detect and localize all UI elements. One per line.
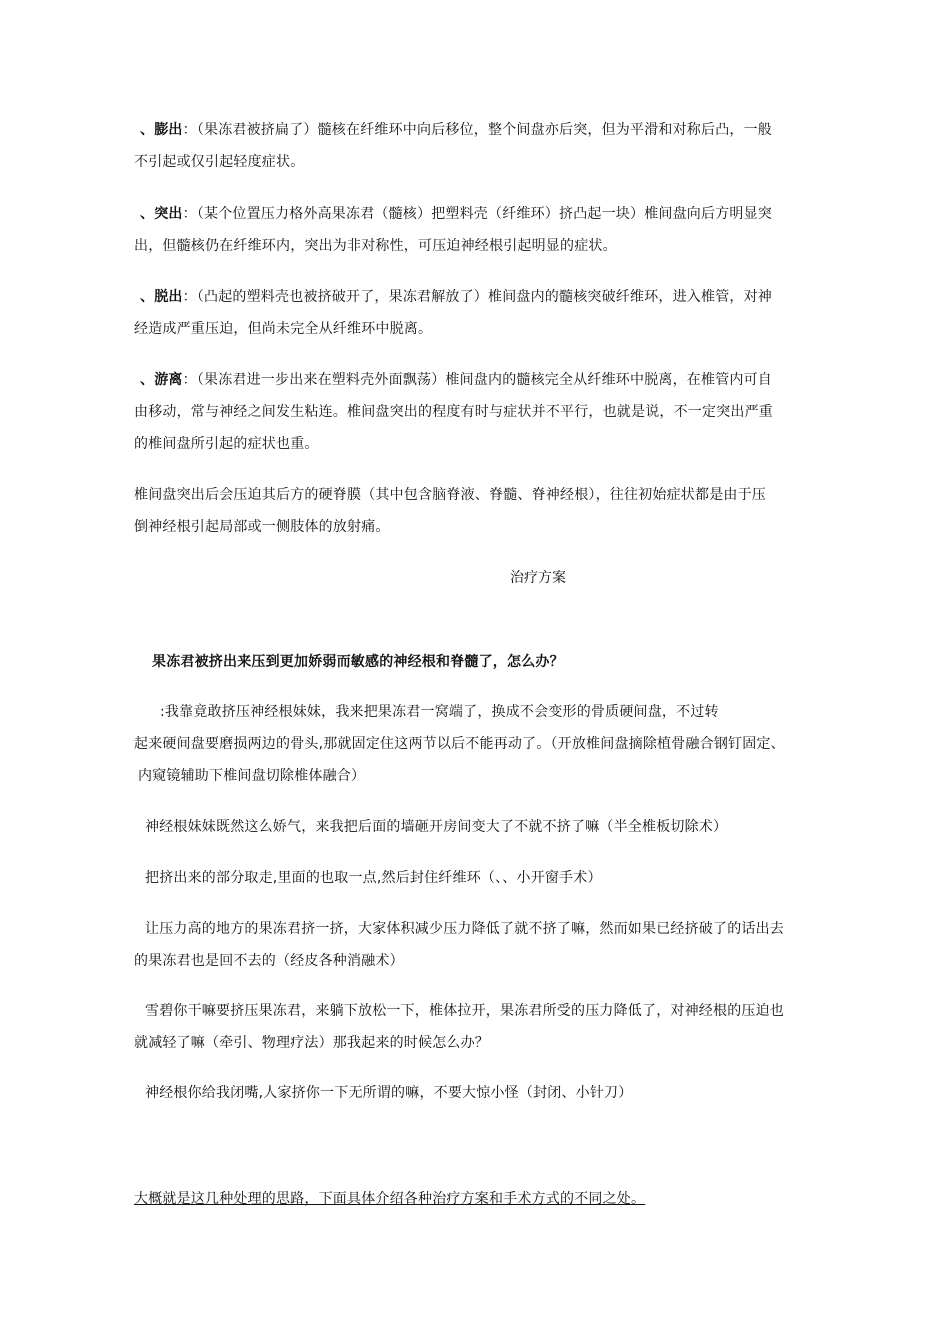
- term-protrusion: 、突出: [140, 206, 183, 222]
- term-extrusion: 、脱出: [140, 289, 183, 305]
- section-bulge-line-2: 不引起或仅引起轻度症状。: [134, 154, 305, 170]
- section-protrusion-line-1: 、突出：（某个位置压力格外高果冻君（髓核）把塑料壳（纤维环）挤凸起一块）椎间盘向后方明显突: [140, 206, 773, 222]
- section-protrusion-line-2: 出，但髓核仍在纤维环内，突出为非对称性，可压迫神经根引起明显的症状。: [134, 238, 617, 254]
- summary-line-1: 椎间盘突出后会压迫其后方的硬脊膜（其中包含脑脊液、脊髓、脊神经根），往往初始症状都是由于压: [134, 487, 766, 503]
- answer-4-line-1: 让压力高的地方的果冻君挤一挤，大家体积减少压力降低了就不挤了嘛，然而如果已经挤破了的话出去: [145, 921, 784, 937]
- answer-4-line-2: 的果冻君也是回不去的（经皮各种消融术）: [134, 953, 404, 969]
- answer-5-line-2: 就减轻了嘛（牵引、物理疗法）那我起来的时候怎么办？: [134, 1035, 489, 1051]
- answer-1-line-2: 起来硬间盘要磨损两边的骨头,那就固定住这两节以后不能再动了。（开放椎间盘摘除植骨融合钢钉固定、: [134, 736, 785, 752]
- answer-1-line-1: :我靠竟敢挤压神经根妹妹，我来把果冻君一窝端了，换成不会变形的骨质硬间盘，不过转: [160, 704, 719, 720]
- treatment-heading: 治疗方案: [510, 570, 566, 586]
- answer-2-line-1: 神经根妹妹既然这么娇气，来我把后面的墙砸开房间变大了不就不挤了嘛（半全椎板切除术）: [145, 819, 728, 835]
- section-extrusion-line-1: 、脱出：（凸起的塑料壳也被挤破开了，果冻君解放了）椎间盘内的髓核突破纤维环，进入椎管，对神: [140, 289, 773, 305]
- answer-3-line-1: 把挤出来的部分取走,里面的也取一点,然后封住纤维环（、、小开窗手术）: [145, 870, 602, 886]
- summary-line-2: 倒神经根引起局部或一侧肢体的放射痛。: [134, 519, 390, 535]
- section-sequestration-line-3: 的椎间盘所引起的症状也重。: [134, 436, 319, 452]
- section-bulge-line-1: 、膨出：（果冻君被挤扁了）髓核在纤维环中向后移位，整个间盘亦后突，但为平滑和对称后凸，一般: [140, 122, 773, 138]
- answer-6-line-1: 神经根你给我闭嘴,人家挤你一下无所谓的嘛，不要大惊小怪（封闭、小针刀）: [145, 1085, 633, 1101]
- section-sequestration-line-1: 、游离：（果冻君进一步出来在塑料壳外面飘荡）椎间盘内的髓核完全从纤维环中脱离，在椎管内可自: [140, 372, 773, 388]
- closing-statement: 大概就是这几种处理的思路，下面具体介绍各种治疗方案和手术方式的不同之处。: [134, 1191, 646, 1207]
- section-sequestration-line-2: 由移动，常与神经之间发生粘连。椎间盘突出的程度有时与症状并不平行，也就是说，不一定突出严重: [134, 404, 773, 420]
- section-extrusion-line-2: 经造成严重压迫，但尚未完全从纤维环中脱离。: [134, 321, 433, 337]
- answer-5-line-1: 雪碧你干嘛要挤压果冻君，来躺下放松一下，椎体拉开，果冻君所受的压力降低了，对神经根的压迫也: [145, 1003, 784, 1019]
- answer-1-line-3: 内窥镜辅助下椎间盘切除椎体融合）: [138, 768, 366, 784]
- term-sequestration: 、游离: [140, 372, 183, 388]
- question-heading: 果冻君被挤出来压到更加娇弱而敏感的神经根和脊髓了，怎么办？: [152, 654, 564, 670]
- term-bulge: 、膨出: [140, 122, 183, 138]
